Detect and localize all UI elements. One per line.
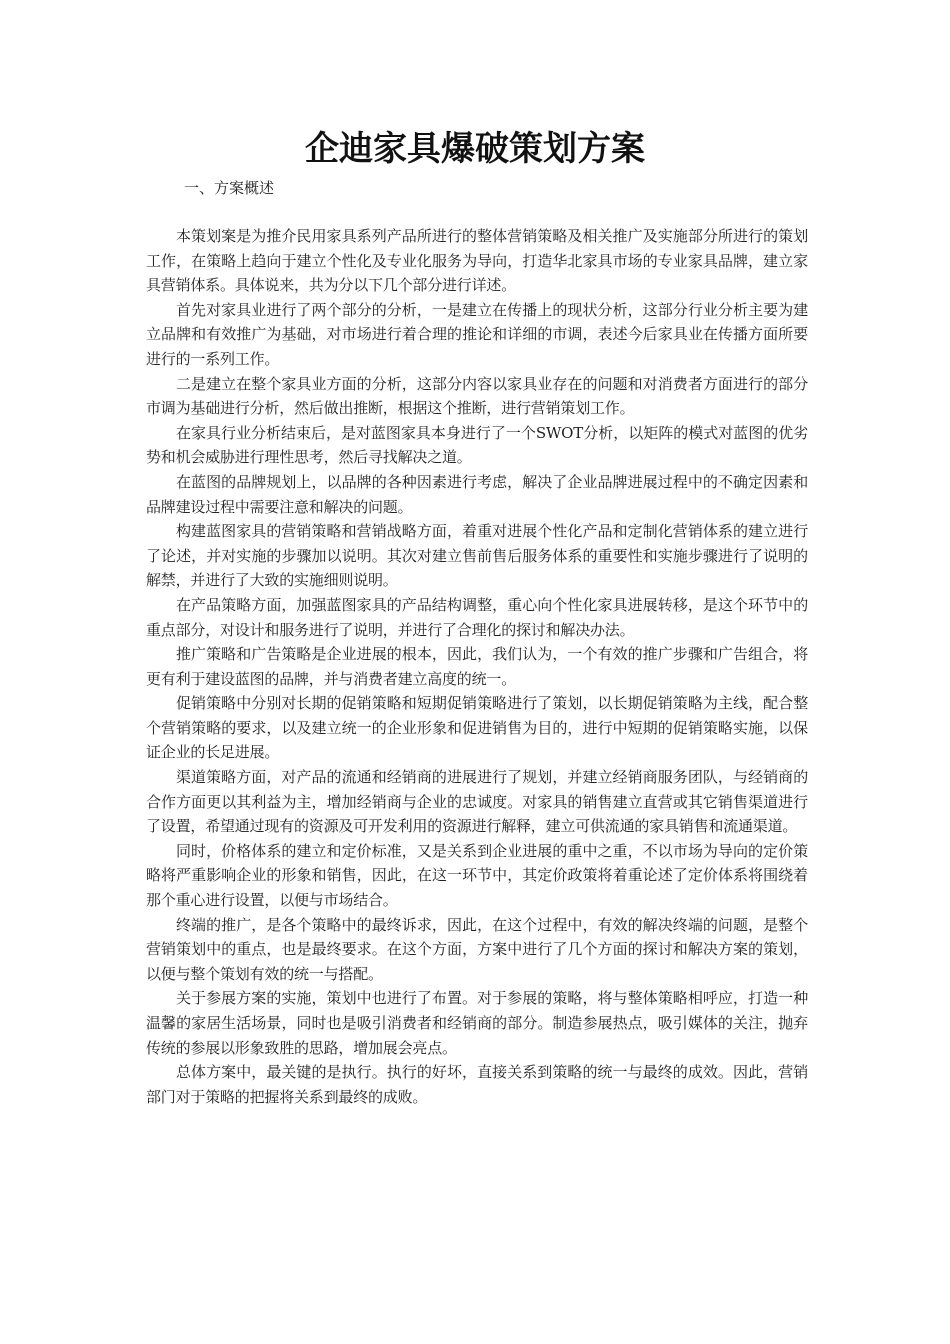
- paragraph-11: 同时，价格体系的建立和定价标准，又是关系到企业进展的重中之重，不以市场为导向的定价策略将严重影响企业的形象和销售，因此，在这一环节中，其定价政策将着重论述了定价体系将围绕着那个重心进行设置，以便与市场结合。: [146, 841, 808, 910]
- paragraph-14: 总体方案中，最关键的是执行。执行的好坏，直接关系到策略的统一与最终的成效。因此，营销部门对于策略的把握将关系到最终的成败。: [146, 1063, 808, 1106]
- document-title: 企迪家具爆破策划方案: [305, 129, 645, 169]
- paragraph-9: 促销策略中分别对长期的促销策略和短期促销策略进行了策划，以长期促销策略为主线，配合整个营销策略的要求，以及建立统一的企业形象和促进销售为目的，进行中短期的促销策略实施，以保证企业的长足进展。: [146, 694, 808, 762]
- paragraph-2: 首先对家具业进行了两个部分的分析，一是建立在传播上的现状分析，这部分行业分析主要为建立品牌和有效推广为基础，对市场进行着合理的推论和详细的市调，表述今后家具业在传播方面所要进行的一系列工作。: [146, 300, 808, 368]
- paragraph-6: 构建蓝图家具的营销策略和营销战略方面，着重对进展个性化产品和定制化营销体系的建立进行了论述，并对实施的步骤加以说明。其次对建立售前售后服务体系的重要性和实施步骤进行了说明的解禁，并进行了大致的实施细则说明。: [146, 522, 808, 590]
- paragraph-4: 在家具行业分析结束后，是对蓝图家具本身进行了一个SWOT分析，以矩阵的模式对蓝图的优劣势和机会威胁进行理性思考，然后寻找解决之道。: [146, 423, 808, 467]
- paragraph-3: 二是建立在整个家具业方面的分析，这部分内容以家具业存在的问题和对消费者方面进行的部分市调为基础进行分析，然后做出推断，根据这个推断，进行营销策划工作。: [146, 374, 808, 418]
- document-body: [146, 224, 808, 1109]
- paragraph-5: 在蓝图的品牌规划上，以品牌的各种因素进行考虑，解决了企业品牌进展过程中的不确定因素和品牌建设过程中需要注意和解决的问题。: [146, 472, 808, 516]
- paragraph-10: 渠道策略方面，对产品的流通和经销商的进展进行了规划，并建立经销商服务团队，与经销商的合作方面更以其利益为主，增加经销商与企业的忠诚度。对家具的销售建立直营或其它销售渠道进行了设置，希望通过现有的资源及可开发利用的资源进行解释，建立可供流通的家具销售和流通渠道。: [146, 768, 808, 836]
- paragraph-1: 本策划案是为推介民用家具系列产品所进行的整体营销策略及相关推广及实施部分所进行的策划工作，在策略上趋向于建立个性化及专业化服务为导向，打造华北家具市场的专业家具品牌，建立家具营销体系。具体说来，共为分以下几个部分进行详述。: [146, 227, 808, 295]
- paragraph-12: 终端的推广，是各个策略中的最终诉求，因此，在这个过程中，有效的解决终端的问题，是整个营销策划中的重点，也是最终要求。在这个方面，方案中进行了几个方面的探讨和解决方案的策划，以便与整个策划有效的统一与搭配。: [146, 915, 808, 983]
- paragraph-7: 在产品策略方面，加强蓝图家具的产品结构调整，重心向个性化家具进展转移，是这个环节中的重点部分，对设计和服务进行了说明，并进行了合理化的探讨和解决办法。: [146, 595, 808, 639]
- section-heading: 一、方案概述: [184, 179, 275, 197]
- paragraph-8: 推广策略和广告策略是企业进展的根本，因此，我们认为，一个有效的推广步骤和广告组合，将更有利于建设蓝图的品牌，并与消费者建立高度的统一。: [146, 645, 808, 688]
- paragraph-13: 关于参展方案的实施，策划中也进行了布置。对于参展的策略，将与整体策略相呼应，打造一种温馨的家居生活场景，同时也是吸引消费者和经销商的部分。制造参展热点，吸引媒体的关注，抛弃传统的参展以形象致胜的思路，增加展会亮点。: [146, 989, 808, 1057]
